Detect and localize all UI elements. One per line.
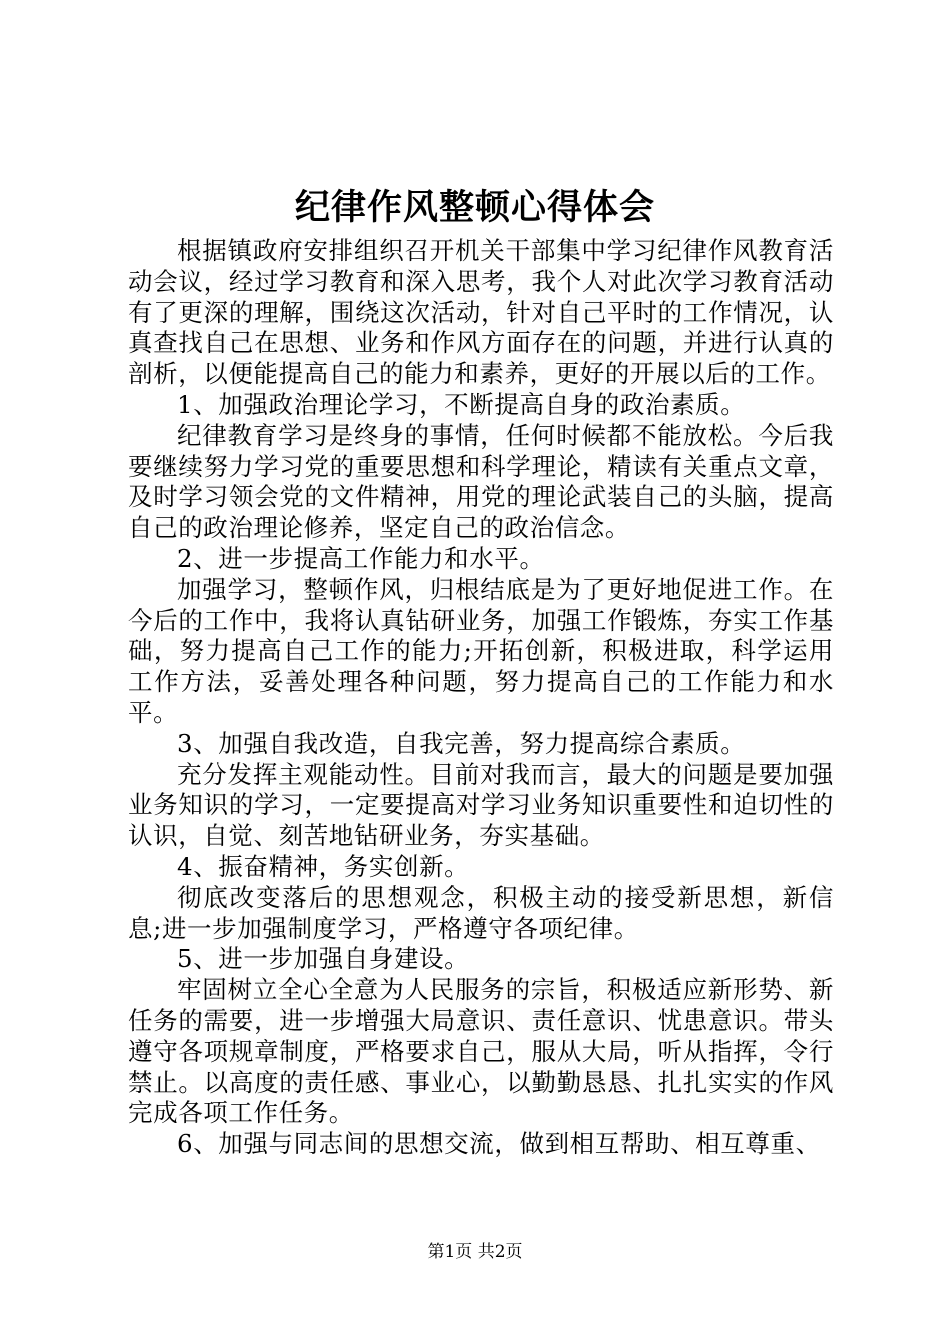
document-title: 纪律作风整顿心得体会 xyxy=(294,187,655,228)
section-heading: 4、振奋精神，务实创新。 xyxy=(177,851,470,881)
paragraph: 加强学习，整顿作风，归根结底是为了更好地促进工作。在今后的工作中，我将认真钻研业务，加强工作锻炼，夯实工作基础，努力提高自己工作的能力;开拓创新，积极进取，科学运用工作方法，妥善处理各种问题，努力提高自己的工作能力和水平。 xyxy=(128,574,834,727)
page-footer xyxy=(0,1240,950,1264)
paragraph: 纪律教育学习是终身的事情，任何时候都不能放松。今后我要继续努力学习党的重要思想和科学理论，精读有关重点文章，及时学习领会党的文件精神，用党的理论武装自己的头脑，提高自己的政治理论修养，坚定自己的政治信念。 xyxy=(128,420,834,543)
section-heading: 3、加强自我改造，自我完善，努力提高综合素质。 xyxy=(177,728,746,758)
section-heading: 5、进一步加强自身建设。 xyxy=(177,944,470,974)
page-indicator: 第1页 共2页 xyxy=(427,1242,523,1262)
paragraph: 充分发挥主观能动性。目前对我而言，最大的问题是要加强业务知识的学习，一定要提高对学习业务知识重要性和迫切性的认识，自觉、刻苦地钻研业务，夯实基础。 xyxy=(128,759,834,851)
paragraph: 牢固树立全心全意为人民服务的宗旨，积极适应新形势、新任务的需要，进一步增强大局意识、责任意识、忧患意识。带头遵守各项规章制度，严格要求自己，服从大局，听从指挥，令行禁止。以高度的责任感、事业心，以勤勤恳恳、扎扎实实的作风完成各项工作任务。 xyxy=(128,975,834,1128)
paragraph: 彻底改变落后的思想观念，积极主动的接受新思想，新信息;进一步加强制度学习，严格遵守各项纪律。 xyxy=(128,882,834,943)
document-body xyxy=(128,236,834,1160)
section-heading: 1、加强政治理论学习，不断提高自身的政治素质。 xyxy=(177,389,746,419)
paragraph: 根据镇政府安排组织召开机关干部集中学习纪律作风教育活动会议，经过学习教育和深入思考，我个人对此次学习教育活动有了更深的理解，围绕这次活动，针对自己平时的工作情况，认真查找自己在思想、业务和作风方面存在的问题，并进行认真的剖析，以便能提高自己的能力和素养，更好的开展以后的工作。 xyxy=(128,236,834,389)
section-heading: 6、加强与同志间的思想交流，做到相互帮助、相互尊重、 xyxy=(177,1129,821,1159)
section-heading: 2、进一步提高工作能力和水平。 xyxy=(177,543,545,573)
